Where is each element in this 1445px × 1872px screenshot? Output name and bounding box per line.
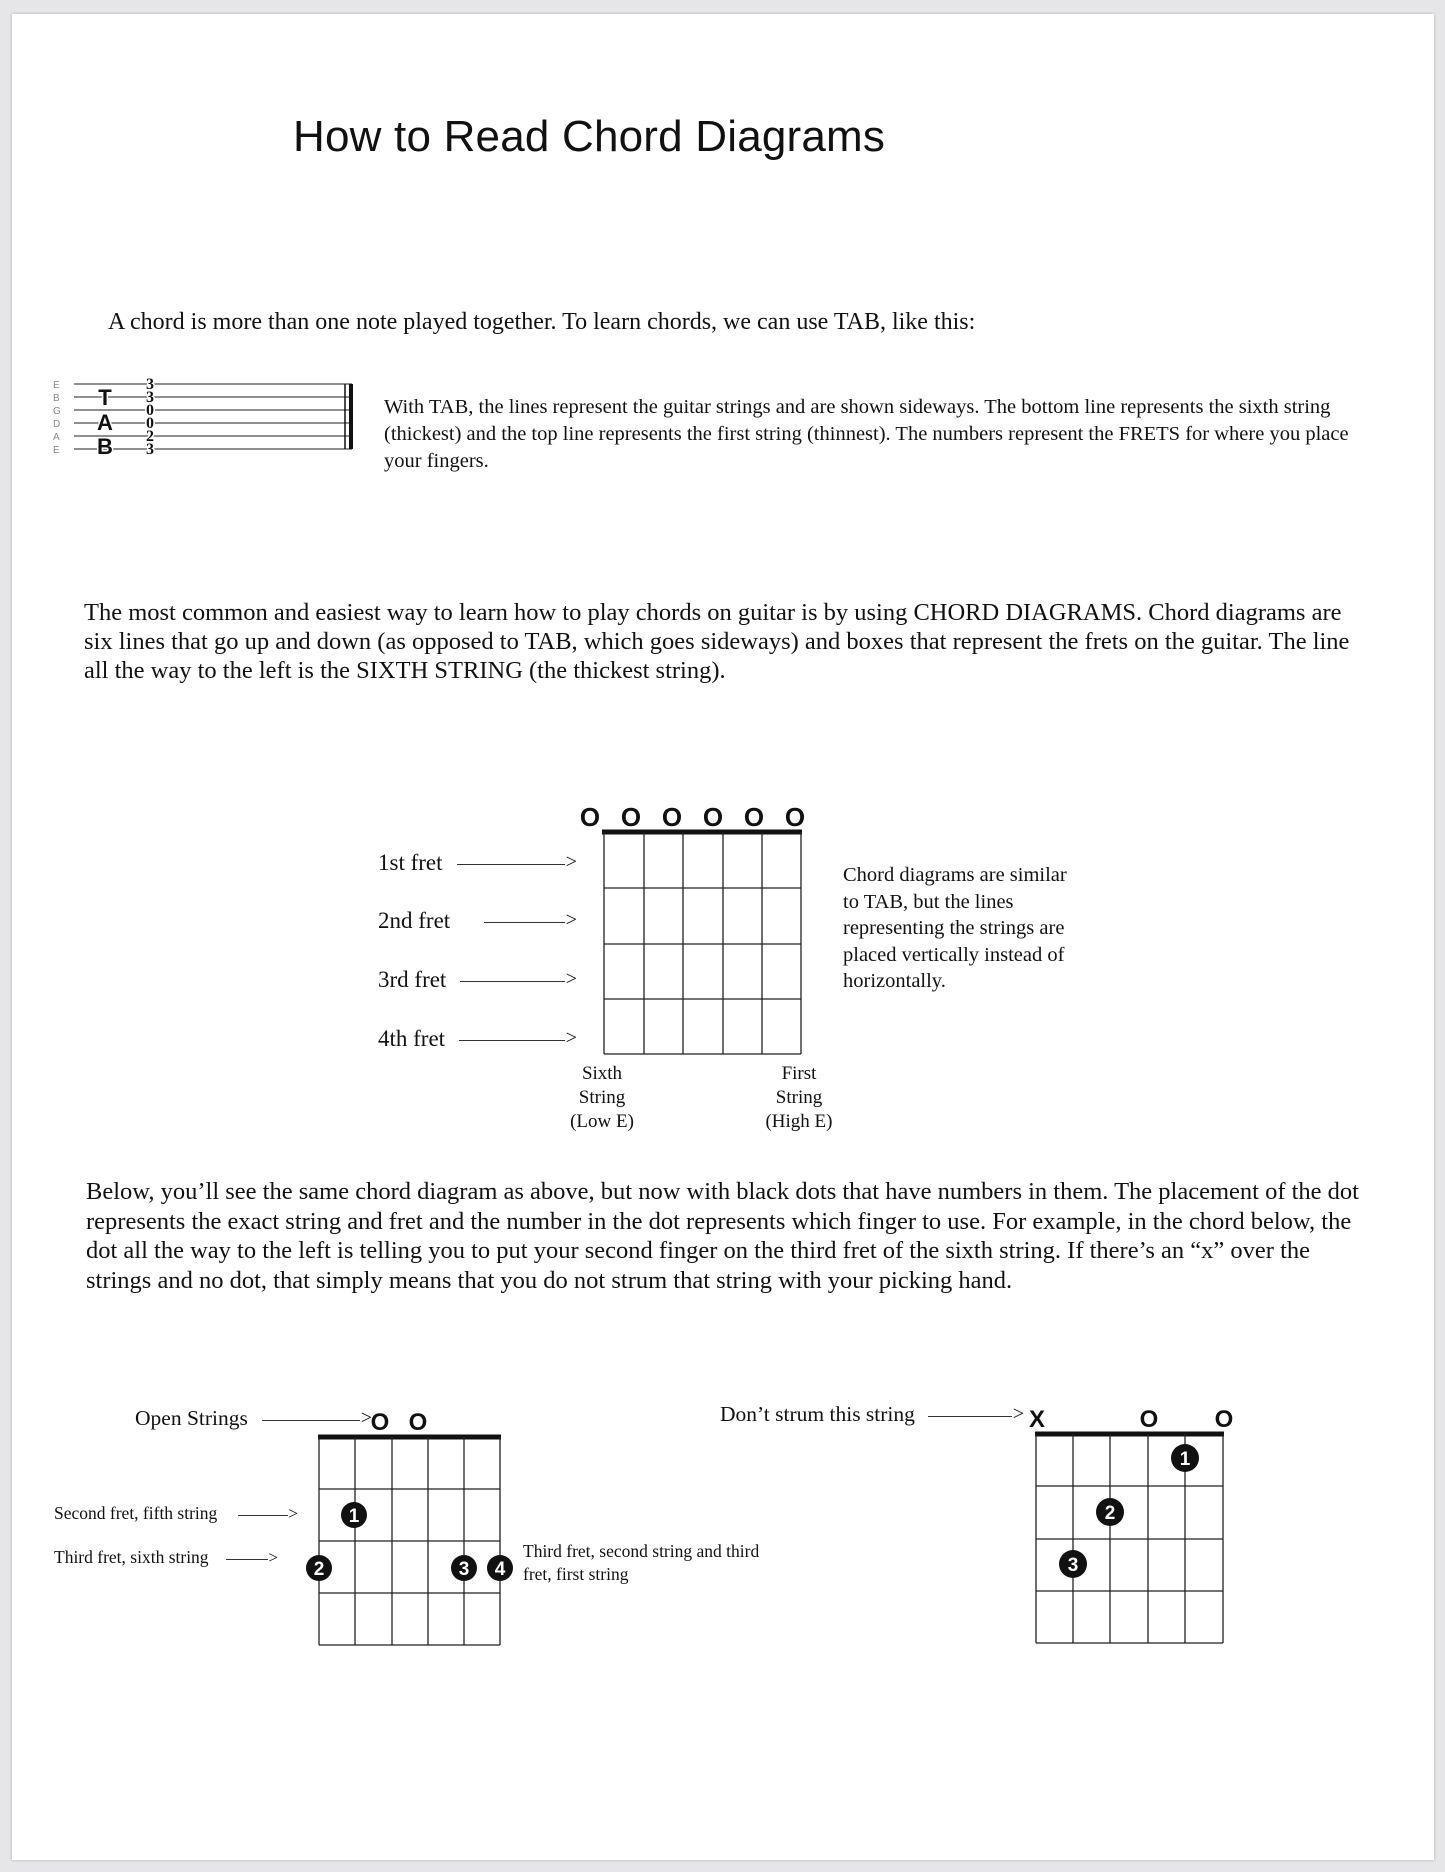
tab-fret-number: 0: [146, 402, 154, 419]
open-string-mark: O: [702, 802, 724, 832]
finger-dot: [341, 1502, 367, 1528]
tab-description: With TAB, the lines represent the guitar strings and are shown sideways. The bottom line represents the sixth string (thickest) and the top line represents the first string (thinnest). The numbers represent the FRETS for where you place your fingers.: [384, 396, 1349, 472]
tab-staff: [52, 370, 372, 490]
tab-string-name: G: [53, 406, 61, 417]
first-string-label: First String (High E): [765, 1063, 833, 1132]
tab-fret-number: 3: [146, 441, 154, 458]
annotation-arrow: >: [226, 1548, 278, 1570]
svg-text:2: 2: [313, 1559, 325, 1580]
open-string-mark: O: [370, 1409, 390, 1436]
g-chord-diagram: [292, 1402, 532, 1652]
open-string-mark: O: [743, 802, 765, 832]
tab-string-name: B: [53, 393, 60, 404]
open-strings-label: Open Strings: [135, 1406, 248, 1430]
fret-arrow: >: [457, 851, 577, 877]
tab-fret-number: 3: [146, 376, 154, 393]
fret-arrow: >: [459, 1027, 577, 1053]
tab-fret-number: 2: [146, 428, 154, 445]
fret-arrow: >: [484, 909, 577, 935]
svg-text:3: 3: [1067, 1555, 1079, 1576]
basic-chord-diagram: [579, 794, 822, 1074]
annotation-third-fret-first-second: Third fret, second string and third fret, first string: [523, 1541, 760, 1584]
fret-arrow: >: [460, 968, 577, 994]
tab-clef-letter: B: [97, 434, 113, 459]
fret-label-2: 2nd fret: [378, 908, 451, 933]
tab-fret-number: 0: [146, 415, 154, 432]
tab-fret-number: 3: [146, 389, 154, 406]
document-page: [12, 14, 1434, 1860]
svg-text:1: 1: [348, 1506, 360, 1527]
sixth-string-label: Sixth String (Low E): [570, 1063, 634, 1132]
dots-explanation-paragraph: Below, you’ll see the same chord diagram as above, but now with black dots that have numbers in them. The placement of the dot represents the exact string and fret and the number in the dot represents which finger to use. For example, in the chord below, the dot all the way to the left is telling you to put your second finger on the third fret of the sixth string. If there’s an “x” over the strings and no dot, that simply means that you do not strum that string with your picking hand.: [86, 1178, 1359, 1294]
open-string-mark: O: [1214, 1406, 1234, 1433]
tab-clef-letter: T: [98, 385, 112, 410]
annotation-second-fret: Second fret, fifth string: [54, 1503, 218, 1523]
fret-label-1: 1st fret: [378, 850, 443, 875]
open-string-mark: O: [784, 802, 806, 832]
finger-dot: [451, 1555, 477, 1581]
svg-text:3: 3: [458, 1559, 470, 1580]
finger-dot: [1096, 1498, 1124, 1526]
fret-label-3: 3rd fret: [378, 967, 447, 992]
page-title: How to Read Chord Diagrams: [293, 112, 886, 161]
open-string-mark: O: [408, 1409, 428, 1436]
annotation-arrow: >: [238, 1504, 298, 1526]
intro-paragraph: A chord is more than one note played together. To learn chords, we can use TAB, like this:: [108, 309, 976, 335]
finger-dot: [1171, 1444, 1199, 1472]
annotation-third-fret: Third fret, sixth string: [54, 1547, 209, 1567]
open-string-mark: O: [620, 802, 642, 832]
mute-string-label: Don’t strum this string: [720, 1402, 915, 1426]
finger-dot: [1059, 1550, 1087, 1578]
tab-string-name: E: [53, 445, 60, 456]
open-string-mark: O: [661, 802, 683, 832]
finger-dot: [487, 1555, 513, 1581]
chord-diagrams-paragraph: The most common and easiest way to learn how to play chords on guitar is by using CHORD DIAGRAMS. Chord diagrams are six lines that go up and down (as opposed to TAB, which goes sideways) and boxes that represent the frets on the guitar. The line all the way to the left is the SIXTH STRING (the thickest string).: [84, 599, 1350, 684]
open-string-mark: O: [1139, 1406, 1159, 1433]
tab-string-name: D: [53, 419, 61, 430]
svg-text:2: 2: [1104, 1503, 1116, 1524]
tab-string-name: A: [53, 432, 60, 443]
chord-diagram-side-note: Chord diagrams are similar to TAB, but the lines representing the strings are placed vertically instead of horizontally.: [843, 864, 1067, 992]
tab-string-name: E: [53, 380, 60, 391]
open-strings-arrow: >: [262, 1406, 372, 1432]
mute-string-mark: X: [1028, 1406, 1046, 1433]
svg-text:4: 4: [494, 1559, 506, 1580]
svg-text:1: 1: [1179, 1449, 1191, 1470]
d-chord-diagram: [1012, 1398, 1252, 1658]
fret-label-4: 4th fret: [378, 1026, 446, 1051]
mute-string-arrow: >: [928, 1403, 1024, 1429]
finger-dot: [306, 1555, 332, 1581]
tab-clef-letter: A: [97, 410, 113, 435]
open-string-mark: O: [579, 802, 601, 832]
